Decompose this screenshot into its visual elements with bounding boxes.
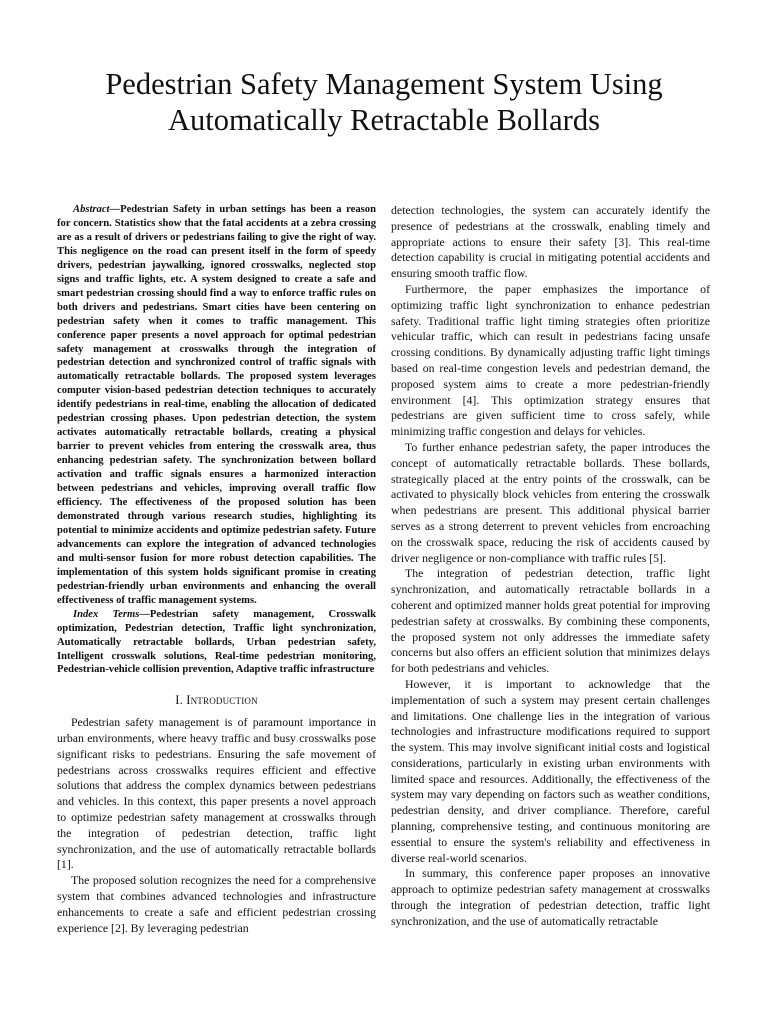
- abstract-text: —Pedestrian Safety in urban settings has been a reason for concern. Statistics show that the fatal accidents at a zebra crossing are as a result of drivers or pedestrians failing to give the right of way. This negligence on the road can present itself in the form of speedy drivers, pedestrian jaywalking, ignored crosswalks, neglected stop signs and traffic lights, etc. A system designed to create a safe and smart pedestrian crossing should find a way to enforce traffic rules on both drivers and pedestrians. Smart cities have been centering on pedestrian safety when it comes to traffic management. This conference paper presents a novel approach for optimal pedestrian safety management at crosswalks through the integration of pedestrian detection and synchronized control of traffic signals with automatically retractable bollards. The proposed system leverages computer vision-based pedestrian detection techniques to accurately identify pedestrians in real-time, enabling the allocation of dedicated pedestrian crossing phases. Upon pedestrian detection, the system activates automatically retractable bollards, creating a physical barrier to prevent vehicles from entering the crosswalk area, thus enhancing pedestrian safety. The synchronization between bollard activation and traffic signals ensures a harmonized interaction between pedestrians and vehicles, improving overall traffic flow efficiency. The effectiveness of the proposed solution has been demonstrated through various research studies, highlighting its potential to minimize accidents and optimize pedestrian safety. Future advancements can explore the integration of advanced technologies and multi-sensor fusion for more robust detection capabilities. The implementation of this system holds significant promise in creating pedestrian-friendly urban environments and enhancing the overall effectiveness of traffic management systems.: [57, 204, 376, 606]
- section-number: I.: [175, 693, 183, 708]
- left-column: [57, 203, 376, 936]
- body-paragraph: To further enhance pedestrian safety, the paper introduces the concept of automatically retractable bollards. These bollards, strategically placed at the entry points of the crosswalk, can be activated to physically block vehicles from entering the crosswalk when pedestrians are present. This additional physical barrier serves as a strong deterrent to prevent vehicles from encroaching on the crosswalk space, reducing the risk of accidents caused by driver negligence or non-compliance with traffic rules [5].: [391, 439, 710, 565]
- index-terms: [57, 608, 376, 678]
- index-terms-label: Index Terms: [73, 608, 140, 620]
- right-column: [391, 203, 710, 930]
- body-paragraph-continued: detection technologies, the system can accurately identify the presence of pedestrians at the crosswalk, enabling timely and appropriate actions to ensure their safety [3]. This real-time detection capability is crucial in mitigating potential accidents and ensuring smooth traffic flow.: [391, 203, 710, 281]
- body-paragraph: However, it is important to acknowledge that the implementation of such a system may present certain challenges and limitations. One challenge lies in the integration of various technologies and infrastructure modifications required to support the system. This may involve significant initial costs and logistical considerations, particularly in existing urban environments with limited space and resources. Additionally, the effectiveness of the system may vary depending on factors such as weather conditions, pedestrian density, and driver compliance. Therefore, careful planning, comprehensive testing, and continuous monitoring are essential to ensure the system's reliability and effectiveness in diverse real-world scenarios.: [391, 676, 710, 865]
- paper-title: Pedestrian Safety Management System Using Automatically Retractable Bollards: [105, 67, 663, 137]
- body-paragraph: In summary, this conference paper proposes an innovative approach to optimize pedestrian safety management at crosswalks through the integration of pedestrian detection, traffic light synchronization, and the use of automatically retractable: [391, 866, 710, 928]
- abstract: [57, 203, 376, 608]
- index-terms-text: —Pedestrian safety management, Crosswalk optimization, Pedestrian detection, Traffic light synchronization, Automatically retractable bollards, Urban pedestrian safety, Intelligent crosswalk solutions, Real-time pedestrian monitoring, Pedestrian-vehicle collision prevention, Adaptive traffic infrastructure: [57, 608, 376, 676]
- body-paragraph: The proposed solution recognizes the need for a comprehensive system that combines advanced technologies and infrastructure enhancements to create a safe and efficient pedestrian crossing experience [2]. By leveraging pedestrian: [57, 873, 376, 935]
- section-heading: [57, 693, 376, 709]
- abstract-label: Abstract: [73, 204, 110, 215]
- body-paragraph: Pedestrian safety management is of paramount importance in urban environments, where heavy traffic and busy crosswalks pose significant risks to pedestrians. Ensuring the safe movement of pedestrians across crosswalks requires efficient and effective solutions that address the complex dynamics between pedestrians and vehicles. In this context, this paper presents a novel approach to optimize pedestrian safety management at crosswalks through the integration of pedestrian detection, traffic light synchronization, and the use of automatically retractable bollards [1].: [57, 715, 376, 872]
- body-paragraph: The integration of pedestrian detection, traffic light synchronization, and automatically retractable bollards in a coherent and optimized manner holds great potential for improving pedestrian safety at crosswalks. By combining these components, the proposed system not only addresses the immediate safety concerns but also offers an efficient solution that minimizes delays for both pedestrians and vehicles.: [391, 566, 710, 676]
- section-title: Introduction: [186, 693, 258, 708]
- body-paragraph: Furthermore, the paper emphasizes the importance of optimizing traffic light synchronization to enhance pedestrian safety. Traditional traffic light timing strategies often prioritize vehicular traffic, which can result in pedestrians facing unsafe crossing conditions. By dynamically adjusting traffic light timings based on real-time congestion levels and pedestrian demand, the proposed system aims to create a more pedestrian-friendly environment [4]. This optimization strategy ensures that pedestrians are given sufficient time to cross safely, while minimizing traffic congestion and delays for vehicles.: [391, 281, 710, 439]
